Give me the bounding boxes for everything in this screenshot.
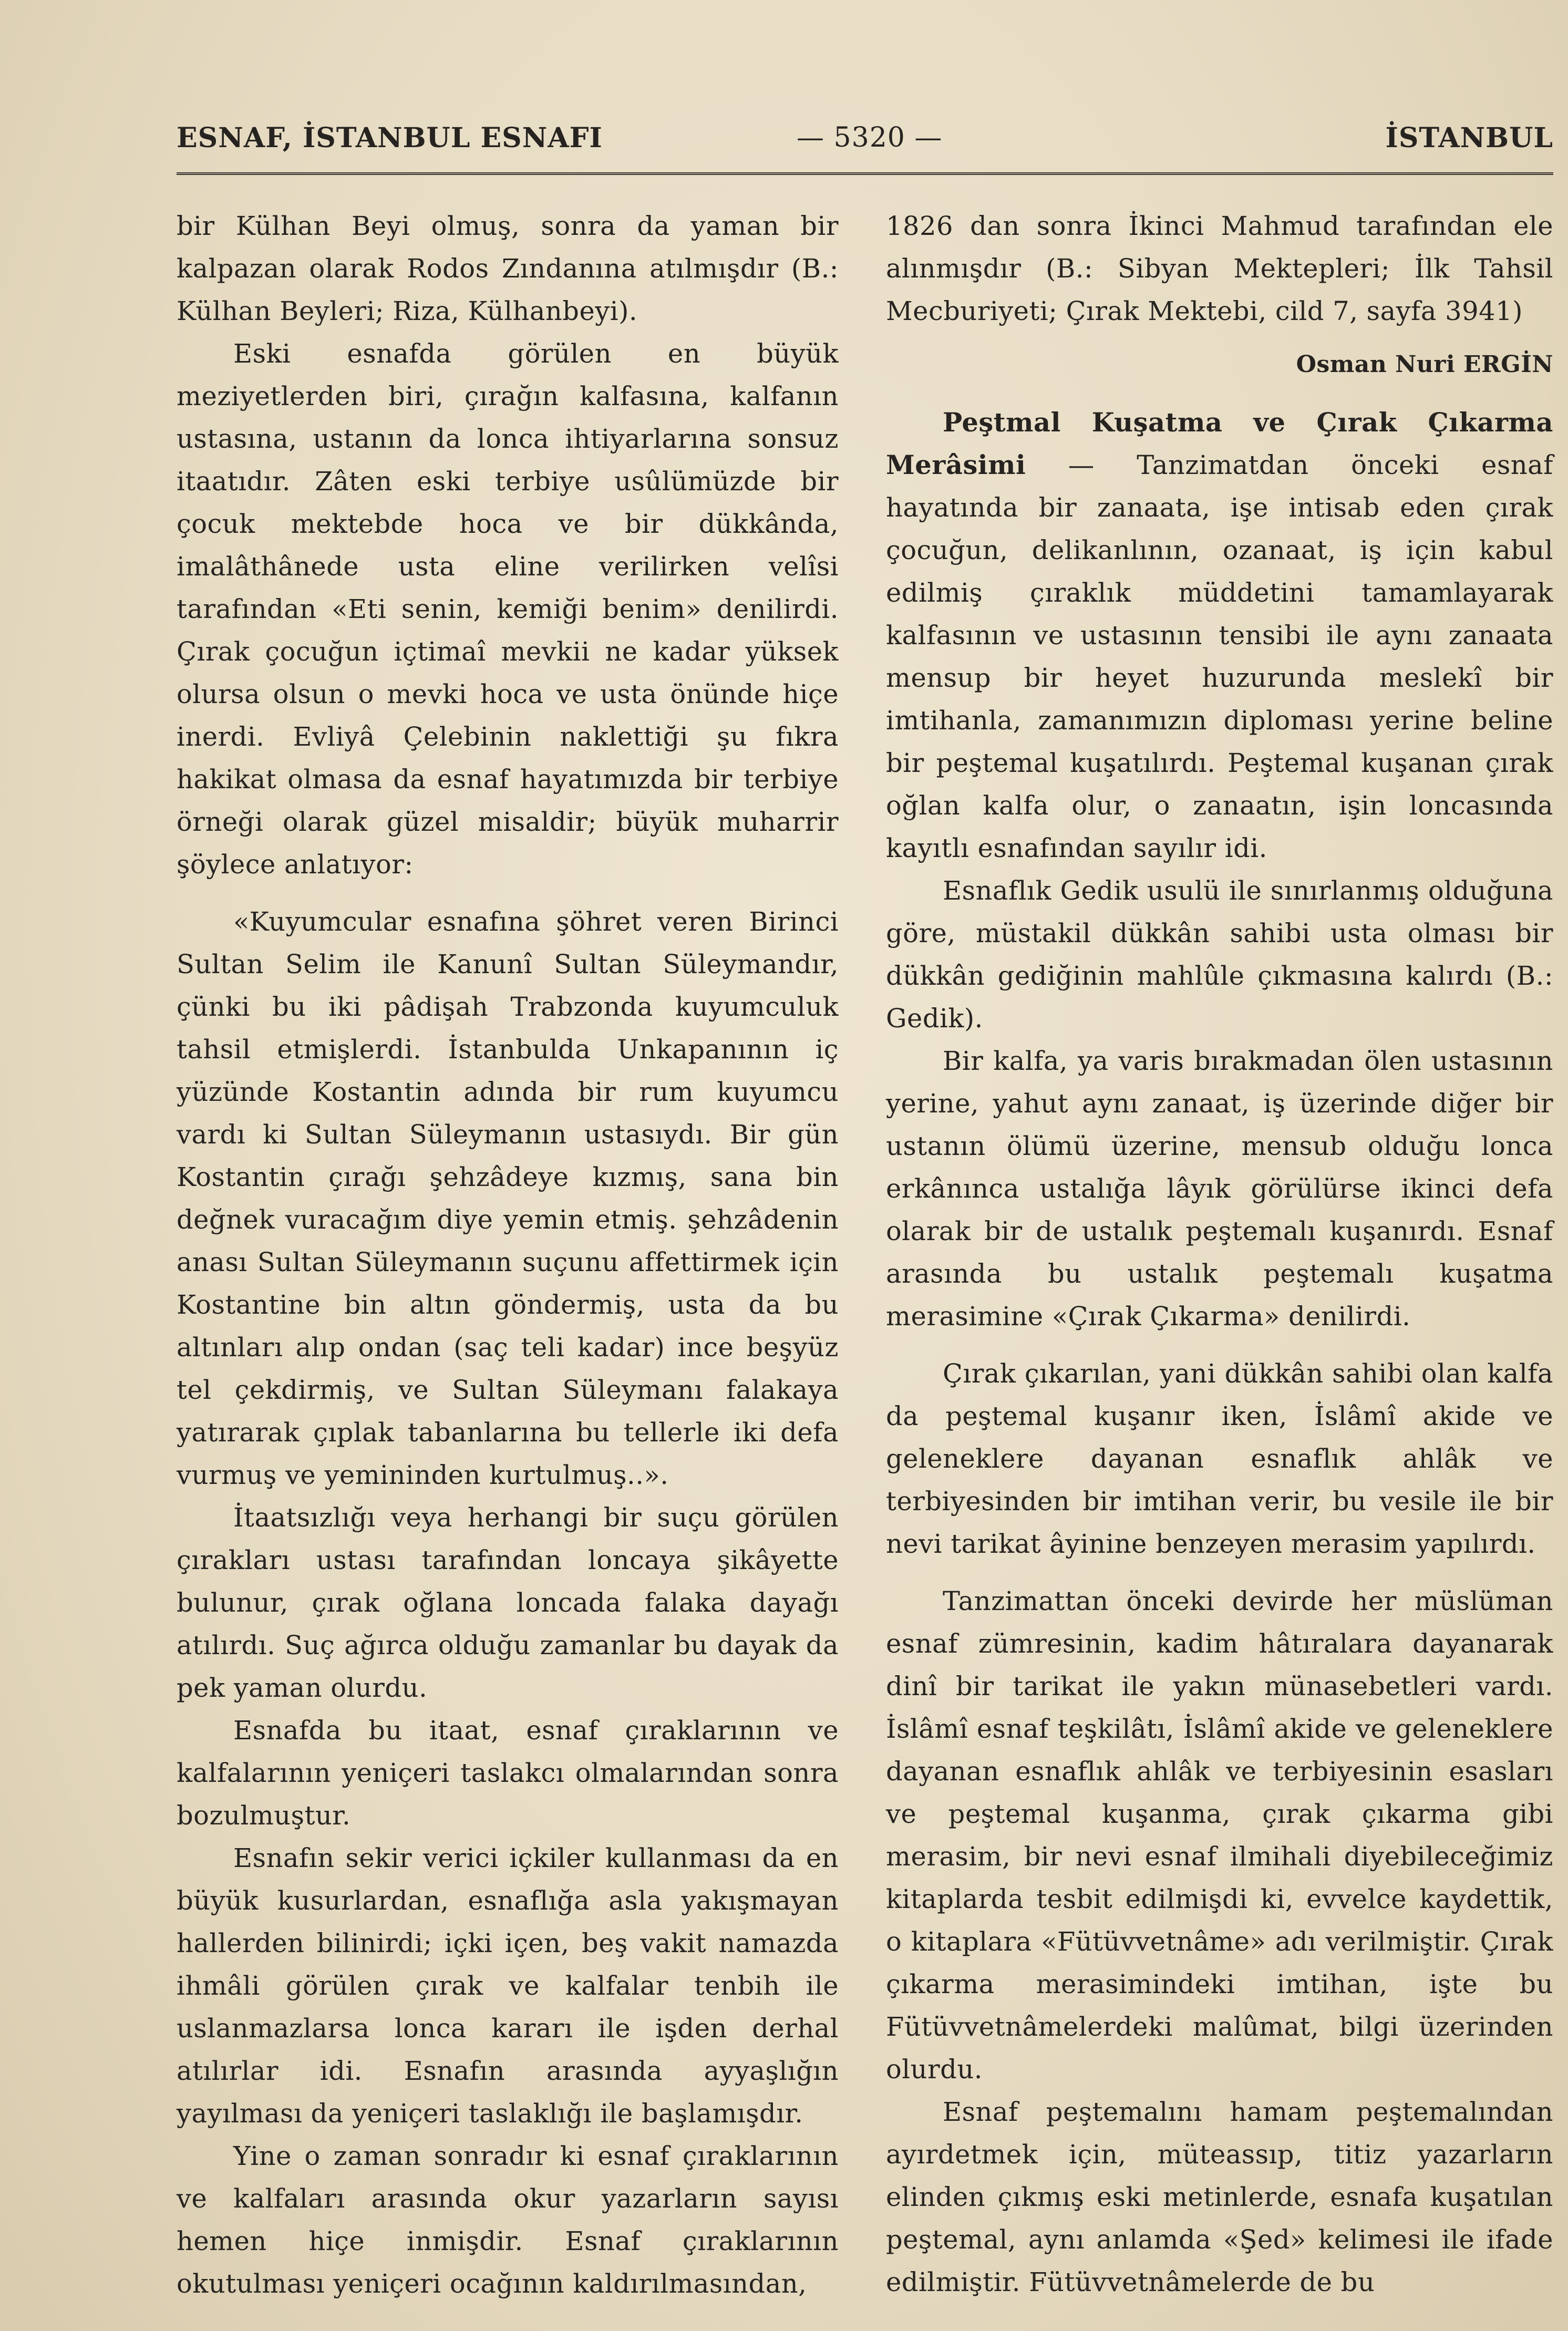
running-header: [177, 122, 1553, 164]
entry-body: — Tanzimatdan önceki esnaf hayatında bir zanaata, işe intisab eden çırak çocuğun, delikanlının, ozanaat, iş için kabul edilmiş çıraklık müddetini tamamlayarak kalfasının ve ustasının tensibi ile aynı zanaata mensup bir heyet huzurunda meslekî bir imtihanla, zamanımızın diploması yerine beline bir peştemal kuşatılırdı. Peştemal kuşanan çırak oğlan kalfa olur, o zanaatın, işin loncasında kayıtlı esnafından sayılır idi.: [886, 450, 1553, 863]
header-section-title: ESNAF, İSTANBUL ESNAFI: [177, 122, 603, 154]
paragraph: Esnafda bu itaat, esnaf çıraklarının ve kalfalarının yeniçeri taslakcı olmalarından sonra bozulmuştur.: [177, 1715, 839, 1831]
paragraph: Esnaflık Gedik usulü ile sınırlanmış olduğuna göre, müstakil dükkân sahibi usta olması bir dükkân gediğinin mahlûle çıkmasına kalırdı (B.: Gedik).: [886, 875, 1553, 1034]
header-rule: [177, 172, 1553, 175]
paragraph: Çırak çıkarılan, yani dükkân sahibi olan kalfa da peştemal kuşanır iken, İslâmî akide ve geleneklere dayanan esnaflık ahlâk ve terbiyesinden bir imtihan verir, bu vesile ile bir nevi tarikat âyinine benzeyen merasim yapılırdı.: [886, 1358, 1553, 1559]
header-city: İSTANBUL: [1385, 122, 1553, 154]
paragraph: 1826 dan sonra İkinci Mahmud tarafından ele alınmışdır (B.: Sibyan Mektepleri; İlk Tahsil Mecburiyeti; Çırak Mektebi, cild 7, sayfa 3941): [886, 211, 1553, 326]
paragraph: Eski esnafda görülen en büyük meziyetlerden biri, çırağın kalfasına, kalfanın ustasına, ustanın da lonca ihtiyarlarına sonsuz itaatıdır. Zâten eski terbiye usûlümüzde bir çocuk mektebde hoca ve bir dükkânda, imalâthânede usta eline verilirken velîsi tarafından «Eti senin, kemiği benim» denilirdi. Çırak çocuğun içtimaî mevkii ne kadar yüksek olursa olsun o mevki hoca ve usta önünde hiçe inerdi. Evliyâ Çelebinin naklettiği şu fıkra hakikat olmasa da esnaf hayatımızda bir terbiye örneği olarak güzel misaldir; büyük muharrir şöylece anlatıyor:: [177, 338, 839, 880]
quote-paragraph: «Kuyumcular esnafına şöhret veren Birinci Sultan Selim ile Kanunî Sultan Süleymandır, çünki bu iki pâdişah Trabzonda kuyumculuk tahsil etmişlerdi. İstanbulda Unkapanının iç yüzünde Kostantin adında bir rum kuyumcu vardı ki Sultan Süleymanın ustasıydı. Bir gün Kostantin çırağı şehzâdeye kızmış, sana bin değnek vuracağım diye yemin etmiş. şehzâdenin anası Sultan Süleymanın suçunu affettirmek için Kostantine bin altın göndermiş, usta da bu altınları alıp ondan (saç teli kadar) ince beşyüz tel çekdirmiş, ve Sultan Süleymanı falakaya yatırarak çıplak tabanlarına bu tellerle iki defa vurmuş ve yemininden kurtulmuş..».: [177, 906, 839, 1490]
paragraph: Tanzimattan önceki devirde her müslüman esnaf zümresinin, kadim hâtıralara dayanarak dinî bir tarikat ile yakın münasebetleri vardı. İslâmî esnaf teşkilâtı, İslâmî akide ve geleneklere dayanan esnaflık ahlâk ve terbiyesinin esasları ve peştemal kuşanma, çırak çıkarma gibi merasim, bir nevi esnaf ilmihali diyebileceğimiz kitaplarda tesbit edilmişdi ki, evvelce kaydettik, o kitaplara «Fütüvvetnâme» adı verilmiştir. Çırak çıkarma merasimindeki imtihan, işte bu Fütüvvetnâmelerdeki malûmat, bilgi üzerinden olurdu.: [886, 1586, 1553, 2085]
right-column: [886, 205, 1553, 2304]
entry-paragraph: [886, 401, 1553, 870]
page-number: — 5320 —: [797, 122, 943, 153]
left-column: [177, 205, 839, 2305]
paragraph: Esnaf peştemalını hamam peştemalından ayırdetmek için, müteassıp, titiz yazarların elinden çıkmış eski metinlerde, esnafa kuşatılan peştemal, aynı anlamda «Şed» kelimesi ile ifade edilmiştir. Fütüvvetnâmelerde de bu: [886, 2097, 1553, 2297]
paragraph: İtaatsızlığı veya herhangi bir suçu görülen çırakları ustası tarafından loncaya şikâyette bulunur, çırak oğlana loncada falaka dayağı atılırdı. Suç ağırca olduğu zamanlar bu dayak da pek yaman olurdu.: [177, 1502, 839, 1703]
paragraph: Bir kalfa, ya varis bırakmadan ölen ustasının yerine, yahut aynı zanaat, iş üzerinde diğer bir ustanın ölümü üzerine, mensub olduğu lonca erkânınca ustalığa lâyık görülürse ikinci defa olarak bir de ustalık peştemalı kuşanırdı. Esnaf arasında bu ustalık peştemalı kuşatma merasimine «Çırak Çıkarma» denilirdi.: [886, 1046, 1553, 1332]
author-signature: Osman Nuri ERGİN: [1296, 351, 1553, 378]
paragraph: Yine o zaman sonradır ki esnaf çıraklarının ve kalfaları arasında okur yazarların sayısı hemen hiçe inmişdir. Esnaf çıraklarının okutulması yeniçeri ocağının kaldırılmasından,: [177, 2141, 839, 2299]
paragraph: bir Külhan Beyi olmuş, sonra da yaman bir kalpazan olarak Rodos Zındanına atılmışdır (B.: Külhan Beyleri; Riza, Külhanbeyi).: [177, 211, 839, 326]
entry-title: Peştmal Kuşatma ve Çırak Çıkarma Merâsimi: [886, 407, 1553, 480]
paragraph: Esnafın sekir verici içkiler kullanması da en büyük kusurlardan, esnaflığa asla yakışmayan hallerden bilinirdi; içki içen, beş vakit namazda ihmâli görülen çırak ve kalfalar tenbih ile uslanmazlarsa lonca kararı ile işden derhal atılırlar idi. Esnafın arasında ayyaşlığın yayılması da yeniçeri taslaklığı ile başlamışdır.: [177, 1843, 839, 2129]
